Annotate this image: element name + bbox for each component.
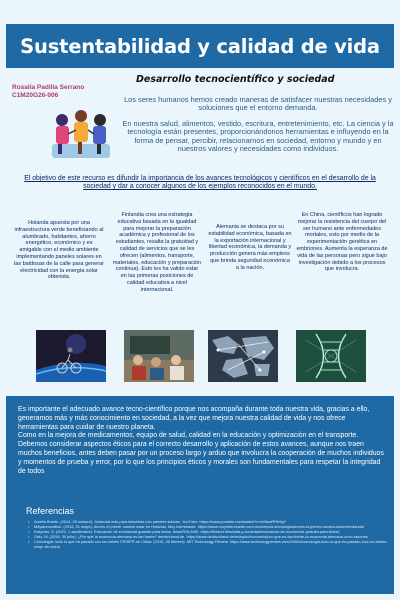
- people-illustration: [48, 104, 114, 164]
- references-list: [28, 520, 388, 549]
- germany-map-image: [208, 330, 278, 382]
- author-name: Rosalía Padilla Serrano: [12, 84, 85, 91]
- conclusion-panel: [6, 396, 394, 594]
- reference-item: • Cronología: todo lo que ha pasado con los bebés CRISPR de China. (2019, 26 febrero). MIT Technology Review. https://www.technologyreview.es/s/10984/cronologia-todo-lo-que-ha-pasado-con-los-bebes-crispr-de-china: [28, 540, 388, 550]
- conclusion-paragraph: Debemos considerar aspectos éticos para el correcto desarrollo y aplicación de estos avances, aunque nos traen muchos beneficios, antes deben pasar por un proceso largo y arduo que involucra la cooperación de muchos individuos y momentos de prueba y error, por lo que los principios éticos y morales son fundamentales para respetar la integridad de todos: [18, 441, 384, 475]
- example-alemania: Alemania se destaca por su estabilidad económica, basada en la exportación internacional y libertad económica, la demanda y producción genera más empleos que brinda seguridad económica a la nación.: [208, 224, 292, 271]
- author-id: C1M20G26-006: [12, 92, 59, 99]
- conclusion-paragraph: Como en la mejora de medicamentos, equipo de salud, calidad en la educación y optimización en el transporte.: [18, 432, 359, 440]
- dna-research-image: [296, 330, 366, 382]
- reference-item: • Mayainnovation. (2016, 31 mayo). Ahorro el primer camino solar en Holanda. Muy interesante. https://www.muyinteresante.com.mx/ciencia-tecnologia/ahorra-el-primer-camino-solarenholanda/: [28, 525, 388, 530]
- author-block: [12, 84, 84, 100]
- students-classroom-image: [124, 330, 194, 382]
- reference-item: • Ortiz, M. (2016, 30 julio). ¿Por qué la economía alemana es tan fuerte? deutschland.de. https://www.deutschland.de/es/topic/economia/por-que-es-tan-fuerte-la-economia-alemana-ocho-razones: [28, 535, 388, 540]
- example-holanda: Holanda apuesta por una infraestructura verde beneficiando al alumbrado, habitantes, ahorro energético, económico y es amigable con el medio ambiente implementando paneles solares en las baldosas de la calle para generar electricidad con la energía solar obtenida.: [14, 220, 104, 281]
- title-banner: [6, 24, 394, 68]
- reference-item: • Amelia Buede. (2014, 28 octubre). Solaroad más para bicicletas con paneles solares. YouTube. https://www.youtube.com/watch?v=ieMwzRRe9gY: [28, 520, 388, 525]
- conclusion-text: [18, 406, 384, 476]
- example-finlandia: Finlandia crea una estrategia educativa basada en la igualdad para mejorar la preparación académica y profesional de los estudiantes, resalta la gratuidad y calidad de servicios que se les ofrecen (alimentos, transporte, materiales, educación y preparación continua). Esto les ha valido estar en las primeras posiciones de calidad educativa a nivel internacional.: [112, 212, 202, 293]
- conclusion-paragraph: Es importante el adecuado avance tecno-científico porque nos acompaña durante toda nuestra vida, gracias a ello, generamos más y más conocimiento en sociedad, a la vez que mejora nuestra calidad de vida y nos ofrece herramientas para cuidar de nuestro planeta.: [18, 406, 370, 431]
- reference-item: • Kasynen, S. (2022, 1 septiembre). Educación de excelencia gratuita para todos. thisisFINLAND. https://finland.fi/es/vida-y-sociedad/educacion-de-excelencia-gratuita-para-todos/: [28, 530, 388, 535]
- page-title: Sustentabilidad y calidad de vida: [20, 34, 380, 58]
- intro-paragraph: En nuestra salud, alimentos, vestido, escritura, entretenimiento, etc. La ciencia y la tecnología están presentes, proporcionándonos herramientas e influyendo en la forma de pensar, percibir, relacionarnos en sociedad, entorno y mundo y en nuestros valores y necesidades como individuos.: [122, 118, 394, 154]
- section-title: Desarrollo tecnocientífico y sociedad: [136, 74, 335, 85]
- references-title: Referencias: [26, 506, 75, 516]
- solar-bike-path-image: [36, 330, 106, 382]
- example-china: En China, científicos han logrado mejorar la resistencia del cuerpo del ser humano ante enfermedades mortales, esto por medio de la experimentación genética en embriones. Aumenta la esperanza de vida de las personas pero sigue bajo investigación debido a los procesos que involucra.: [296, 212, 388, 273]
- intro-text: [122, 96, 394, 153]
- objective-text: El objetivo de este recurso es difundir la importancia de los avances tecnológicos y científicos en el desarrollo de la sociedad y dar a conocer algunos de los ejemplos reconocidos en el mundo.: [24, 175, 376, 191]
- examples-columns: [14, 210, 386, 310]
- intro-paragraph: Los seres humanos hemos creado maneras de satisfacer nuestras necesidades y soluciones que el entorno demanda.: [124, 95, 392, 113]
